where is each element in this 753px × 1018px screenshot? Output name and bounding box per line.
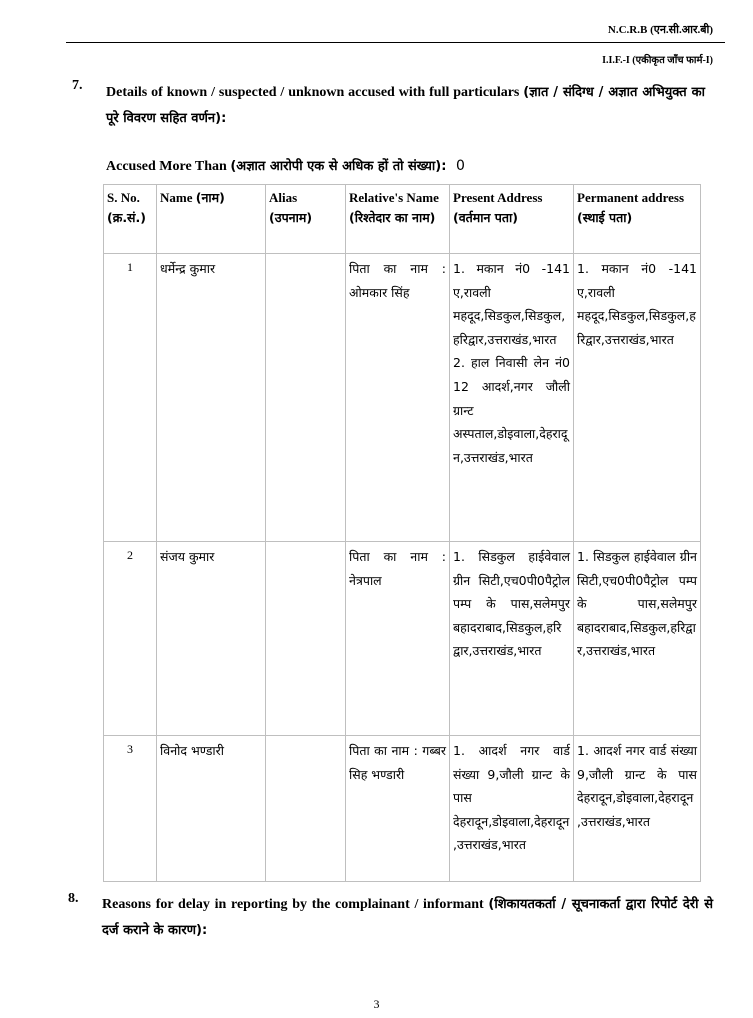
cell-sno: 1 bbox=[104, 254, 157, 542]
cell-sno: 2 bbox=[104, 542, 157, 736]
cell-alias bbox=[266, 736, 346, 882]
page-number: 3 bbox=[373, 997, 380, 1011]
present-address-line: 2. हाल निवासी लेन नं0 12 आदर्श,नगर जौली ग्रान्ट अस्पताल,डोइवाला,देहरादून,उत्तराखंड,भारत bbox=[453, 355, 570, 465]
section-7-number: 7. bbox=[72, 78, 83, 93]
section-7-title-hi: (ज्ञात / संदिग्ध / अज्ञात अभियुक्त का पूरे विवरण सहित वर्णन): bbox=[106, 85, 705, 126]
table-header-row bbox=[104, 185, 701, 254]
form-id-header: I.I.F.-I (एकीकृत जाँच फार्म-I) bbox=[602, 55, 713, 66]
section-7-title-en: Details of known / suspected / unknown accused with full particulars bbox=[106, 85, 520, 100]
cell-alias bbox=[266, 542, 346, 736]
cell-permanent-address: 1. आदर्श नगर वार्ड संख्या 9,जौली ग्रान्ट के पास देहरादून,डोइवाला,देहरादून,उत्तराखंड,भारत bbox=[574, 736, 701, 882]
accused-table bbox=[103, 184, 701, 882]
header-alias: Alias (उपनाम) bbox=[266, 185, 346, 254]
cell-relative: पिता का नाम : गब्बर सिह भण्डारी bbox=[346, 736, 450, 882]
cell-name: संजय कुमार bbox=[157, 542, 266, 736]
accused-more-value: 0 bbox=[455, 158, 465, 174]
accused-more-than bbox=[106, 156, 465, 175]
table-row bbox=[104, 542, 701, 736]
present-address-line: 1. आदर्श नगर वार्ड संख्या 9,जौली ग्रान्ट के पास देहरादून,डोइवाला,देहरादून,उत्तराखंड,भारत bbox=[453, 743, 570, 853]
section-8-number: 8. bbox=[68, 891, 79, 906]
cell-name: विनोद भण्डारी bbox=[157, 736, 266, 882]
table-row bbox=[104, 254, 701, 542]
cell-relative: पिता का नाम : नेत्रपाल bbox=[346, 542, 450, 736]
header-name: Name (नाम) bbox=[157, 185, 266, 254]
cell-relative: पिता का नाम : ओमकार सिंह bbox=[346, 254, 450, 542]
cell-permanent-address: 1. सिडकुल हाईवेवाल ग्रीन सिटी,एच0पी0पैट्रोल पम्प के पास,सलेमपुर बहादराबाद,सिडकुल,हरिद्वार,उत्तराखंड,भारत bbox=[574, 542, 701, 736]
section-8-title bbox=[102, 892, 713, 944]
cell-present-address bbox=[450, 542, 574, 736]
header-permanent-address: Permanent address (स्थाई पता) bbox=[574, 185, 701, 254]
cell-name: धर्मेन्द्र कुमार bbox=[157, 254, 266, 542]
present-address-line: 1. सिडकुल हाईवेवाल ग्रीन सिटी,एच0पी0पैट्रोल पम्प के पास,सलेमपुर बहादराबाद,सिडकुल,हरिद्वार,उत्तराखंड,भारत bbox=[453, 549, 570, 659]
present-address-line: 1. मकान नं0 -141 ए,रावली महदूद,सिडकुल,सिडकुल,हरिद्वार,उत्तराखंड,भारत bbox=[453, 261, 570, 347]
accused-more-label-hi: (अज्ञात आरोपी एक से अधिक हों तो संख्या): bbox=[230, 159, 447, 174]
table-row bbox=[104, 736, 701, 882]
cell-alias bbox=[266, 254, 346, 542]
cell-permanent-address: 1. मकान नं0 -141 ए,रावली महदूद,सिडकुल,सिडकुल,हरिद्वार,उत्तराखंड,भारत bbox=[574, 254, 701, 542]
header-sno: S. No. (क्र.सं.) bbox=[104, 185, 157, 254]
cell-present-address bbox=[450, 736, 574, 882]
section-8-title-en: Reasons for delay in reporting by the complainant / informant bbox=[102, 897, 484, 912]
section-8-title-hi: (शिकायतकर्ता / सूचनाकर्ता द्वारा रिपोर्ट देरी से दर्ज कराने के कारण): bbox=[102, 897, 714, 938]
cell-sno: 3 bbox=[104, 736, 157, 882]
header-present-address: Present Address (वर्तमान पता) bbox=[450, 185, 574, 254]
header-relative: Relative's Name (रिश्तेदार का नाम) bbox=[346, 185, 450, 254]
ncrb-header: N.C.R.B (एन.सी.आर.बी) bbox=[607, 24, 713, 36]
section-7-title bbox=[106, 80, 705, 132]
header-divider bbox=[66, 42, 725, 43]
cell-present-address bbox=[450, 254, 574, 542]
accused-more-label-en: Accused More Than bbox=[106, 159, 227, 174]
